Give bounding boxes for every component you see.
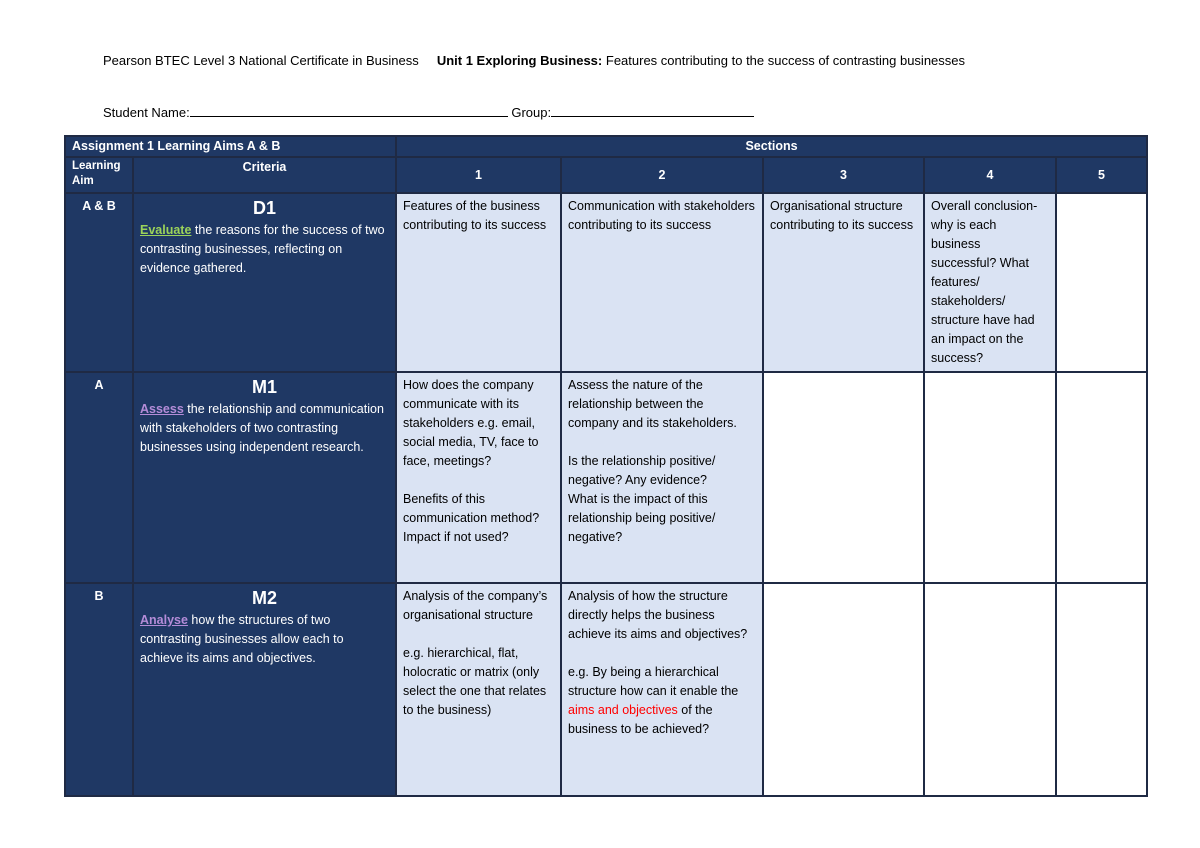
guidance-paragraph: Assess the nature of the relationship between the company and its stakeholders.	[568, 378, 737, 430]
section-4-header: 4	[924, 157, 1056, 193]
guidance-paragraph: What is the impact of this relationship being positive/ negative?	[568, 492, 716, 544]
criteria-header: Criteria	[133, 157, 396, 193]
guidance-text: of the business to be achieved?	[568, 703, 713, 736]
criteria-row-d1	[65, 193, 1147, 372]
learning-aim-cell: A	[65, 372, 133, 583]
guidance-paragraph: How does the company communicate with its stakeholders e.g. email, social media, TV, face to face, meetings?	[403, 378, 539, 468]
criteria-text: the relationship and communication with stakeholders of two contrasting businesses using independent research.	[140, 402, 384, 454]
qualification-title: Pearson BTEC Level 3 National Certificate in Business	[103, 53, 419, 68]
section-5-cell	[1056, 372, 1147, 583]
criteria-cell	[133, 193, 396, 372]
highlighted-text: aims and objectives	[568, 703, 678, 717]
criteria-text: how the structures of two contrasting businesses allow each to achieve its aims and objectives.	[140, 613, 344, 665]
criteria-cell	[133, 372, 396, 583]
assignment-title: Assignment 1 Learning Aims A & B	[65, 136, 396, 157]
section-4-cell	[924, 372, 1056, 583]
sections-label: Sections	[396, 136, 1147, 157]
learning-aim-cell: A & B	[65, 193, 133, 372]
section-5-header: 5	[1056, 157, 1147, 193]
section-5-cell	[1056, 193, 1147, 372]
student-name-blank[interactable]	[190, 104, 508, 117]
learning-aim-header: Learning Aim	[65, 157, 133, 193]
group-label: Group:	[511, 105, 552, 120]
command-verb: Analyse	[140, 613, 188, 627]
section-2-header: 2	[561, 157, 763, 193]
criteria-row-m2	[65, 583, 1147, 796]
section-4-cell: Overall conclusion- why is each business successful? What features/ stakeholders/ structure have had an impact on the success?	[924, 193, 1056, 372]
section-1-cell	[396, 372, 561, 583]
command-verb: Evaluate	[140, 223, 192, 237]
section-3-cell	[763, 372, 924, 583]
unit-subtitle: Features contributing to the success of contrasting businesses	[605, 53, 966, 68]
section-1-cell	[396, 583, 561, 796]
unit-title: Unit 1 Exploring Business:	[436, 53, 603, 68]
section-2-cell	[561, 372, 763, 583]
criteria-cell	[133, 583, 396, 796]
student-details	[103, 104, 754, 120]
guidance-paragraph	[568, 663, 756, 739]
guidance-paragraph: e.g. hierarchical, flat, holocratic or matrix (only select the one that relates to the business)	[403, 646, 547, 717]
criteria-code: D1	[252, 198, 276, 218]
section-3-header: 3	[763, 157, 924, 193]
criteria-text: the reasons for the success of two contrasting businesses, reflecting on evidence gathered.	[140, 223, 385, 275]
group-blank[interactable]	[551, 104, 754, 117]
guidance-paragraph: Is the relationship positive/ negative? Any evidence?	[568, 454, 716, 487]
guidance-paragraph: Impact if not used?	[403, 530, 509, 544]
section-1-header: 1	[396, 157, 561, 193]
learning-aim-cell: B	[65, 583, 133, 796]
document-header	[103, 53, 965, 68]
section-2-cell: Communication with stakeholders contributing to its success	[561, 193, 763, 372]
student-name-label: Student Name:	[103, 105, 190, 120]
section-2-cell	[561, 583, 763, 796]
guidance-text: e.g. By being a hierarchical structure how can it enable the	[568, 665, 739, 698]
criteria-code: M1	[251, 377, 277, 397]
guidance-paragraph: Analysis of how the structure directly helps the business achieve its aims and objectives?	[568, 589, 748, 641]
column-header-row	[65, 157, 1147, 193]
guidance-paragraph: Benefits of this communication method?	[403, 492, 540, 525]
section-1-cell: Features of the business contributing to its success	[396, 193, 561, 372]
section-4-cell	[924, 583, 1056, 796]
section-3-cell: Organisational structure contributing to its success	[763, 193, 924, 372]
criteria-row-m1	[65, 372, 1147, 583]
criteria-code: M2	[251, 588, 277, 608]
section-5-cell	[1056, 583, 1147, 796]
command-verb: Assess	[140, 402, 184, 416]
section-3-cell	[763, 583, 924, 796]
guidance-paragraph: Analysis of the company’s organisational structure	[403, 589, 548, 622]
assignment-grid	[64, 135, 1148, 797]
title-row	[65, 136, 1147, 157]
